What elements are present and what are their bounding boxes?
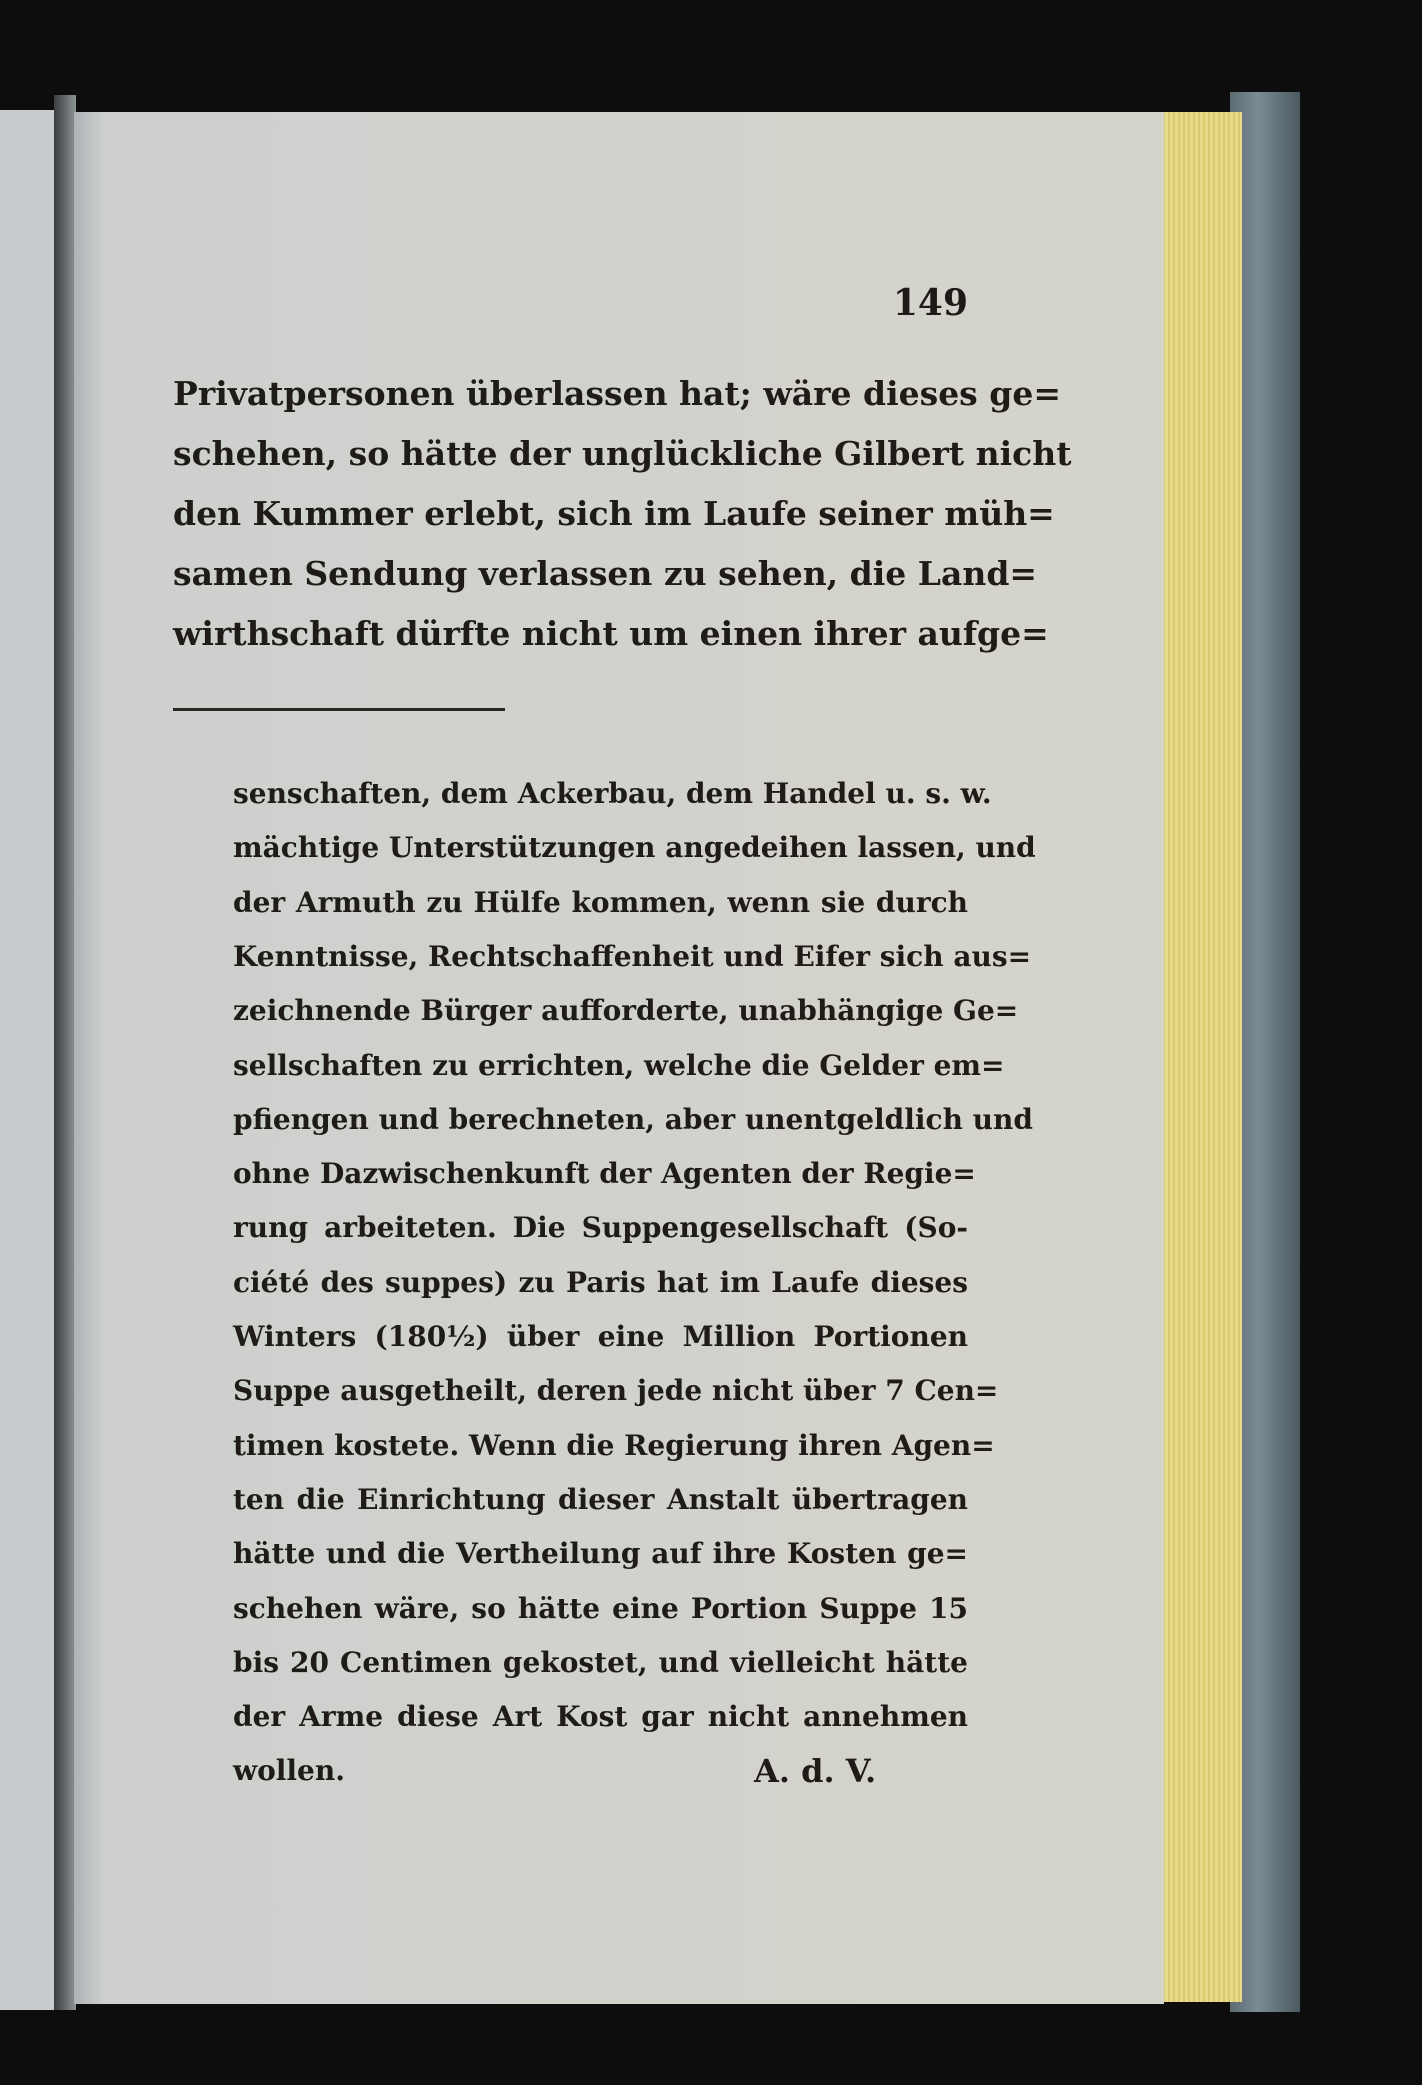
text-line: Privatpersonen überlassen hat; wäre dieses ge=: [173, 374, 1061, 413]
footnote-line: schehen wäre, so hätte eine Portion Suppe 15: [233, 1591, 968, 1625]
footnote-line: der Armuth zu Hülfe kommen, wenn sie durch: [233, 885, 968, 919]
page-number: 149: [892, 282, 968, 324]
footnote-line: ciété des suppes) zu Paris hat im Laufe dieses: [233, 1265, 968, 1299]
footnote-line: ten die Einrichtung dieser Anstalt übertragen: [233, 1482, 968, 1516]
footnote-separator: [173, 708, 505, 711]
footnote-line: timen kostete. Wenn die Regierung ihren Agen=: [233, 1428, 995, 1462]
facing-page-edge: [0, 110, 54, 2010]
text-line: den Kummer erlebt, sich im Laufe seiner müh=: [173, 494, 1055, 533]
footnote-signature: A. d. V.: [754, 1752, 877, 1790]
footnote-line: mächtige Unterstützungen angedeihen lassen, und: [233, 831, 1036, 865]
footnote-line: hätte und die Vertheilung auf ihre Kosten ge=: [233, 1537, 968, 1571]
book-page: [74, 112, 1164, 2004]
footnote-line: Winters (180½) über eine Million Portionen: [233, 1320, 968, 1353]
text-line: wirthschaft dürfte nicht um einen ihrer aufge=: [173, 614, 1049, 653]
footnote-line: sellschaften zu errichten, welche die Gelder em=: [233, 1048, 1005, 1082]
footnote-line: pfiengen und berechneten, aber unentgeldlich und: [233, 1102, 1033, 1136]
footnote-line: bis 20 Centimen gekostet, und vielleicht hätte: [233, 1645, 968, 1679]
footnote-line: Suppe ausgetheilt, deren jede nicht über 7 Cen=: [233, 1374, 999, 1408]
footnote-line: der Arme diese Art Kost gar nicht annehmen: [233, 1700, 968, 1734]
footnote-line: wollen.: [233, 1754, 345, 1788]
footnote-line: senschaften, dem Ackerbau, dem Handel u. s. w.: [233, 777, 992, 810]
footnote-line: ohne Dazwischenkunft der Agenten der Regie=: [233, 1157, 976, 1191]
footnote-line: rung arbeiteten. Die Suppengesellschaft (So-: [233, 1211, 968, 1245]
text-line: schehen, so hätte der unglückliche Gilbert nicht: [173, 434, 1072, 473]
footnote-line: zeichnende Bürger aufforderte, unabhängige Ge=: [233, 994, 1019, 1028]
footnote-line: Kenntnisse, Rechtschaffenheit und Eifer sich aus=: [233, 939, 1032, 973]
page-block-edges: [1160, 112, 1242, 2002]
book-gutter: [54, 95, 76, 2010]
text-line: samen Sendung verlassen zu sehen, die Land=: [173, 554, 1038, 593]
